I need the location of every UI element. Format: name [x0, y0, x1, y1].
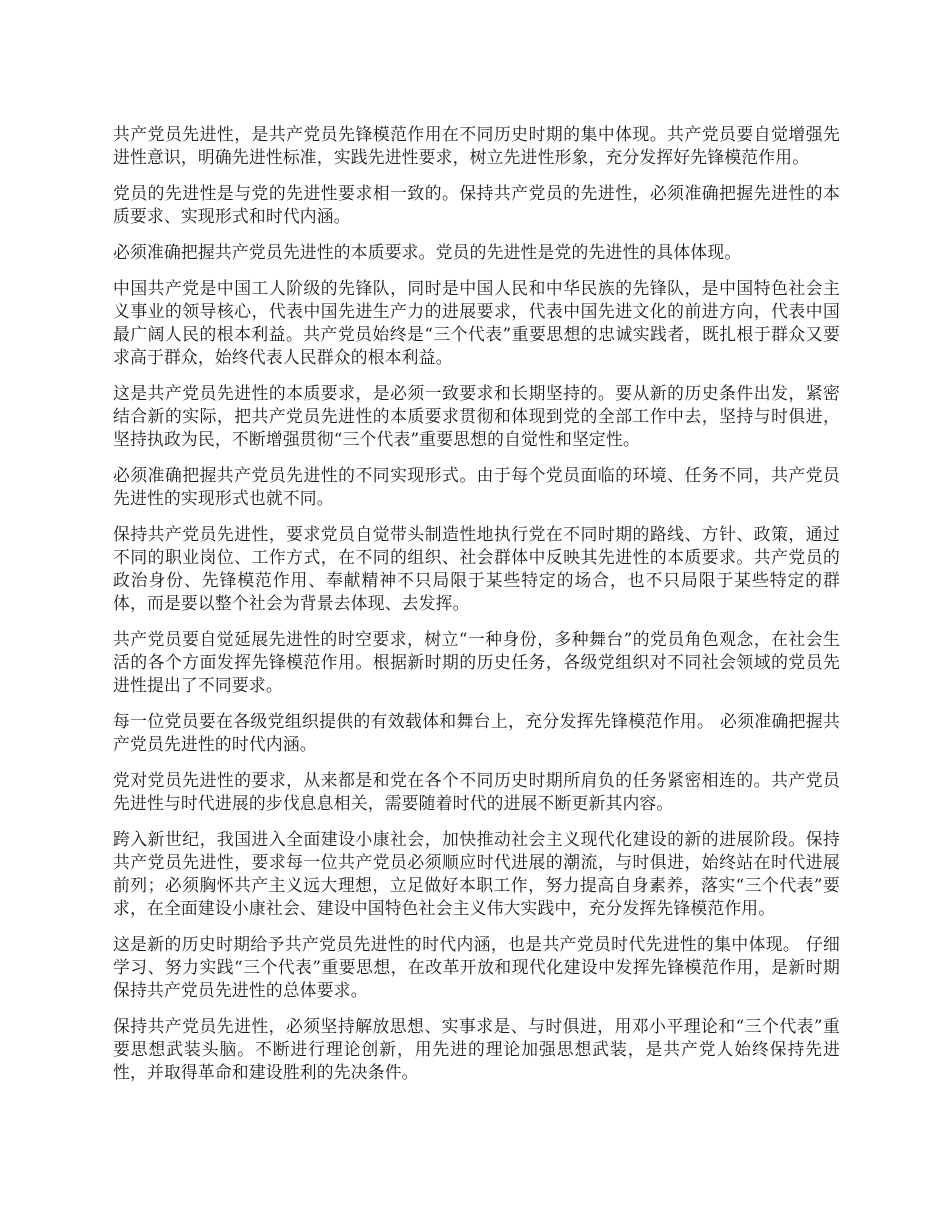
- paragraph-4: 中国共产党是中国工人阶级的先锋队，同时是中国人民和中华民族的先锋队，是中国特色社会主义事业的领导核心，代表中国先进生产力的进展要求，代表中国先进文化的前进方向，代表中国最广阔人民的根本利益。共产党员始终是“三个代表”重要思想的忠诚实践者，既扎根于群众又要求高于群众，始终代表人民群众的根本利益。: [113, 278, 840, 367]
- paragraph-10: 党对党员先进性的要求，从来都是和党在各个不同历史时期所肩负的任务紧密相连的。共产党员先进性与时代进展的步伐息息相关，需要随着时代的进展不断更新其内容。: [113, 770, 840, 813]
- paragraph-12: 这是新的历史时期给予共产党员先进性的时代内涵，也是共产党员时代先进性的集中体现。 仔细学习、努力实践“三个代表”重要思想，在改革开放和现代化建设中发挥先锋模范作用，是新时期保持共产党员先进性的总体要求。: [113, 934, 840, 1000]
- document-body: [113, 123, 840, 1097]
- paragraph-7: 保持共产党员先进性，要求党员自觉带头制造性地执行党在不同时期的路线、方针、政策，通过不同的职业岗位、工作方式，在不同的组织、社会群体中反映其先进性的本质要求。共产党员的政治身份、先锋模范作用、奉献精神不只局限于某些特定的场合，也不只局限于某些特定的群体，而是要以整个社会为背景去体现、去发挥。: [113, 524, 840, 613]
- paragraph-5: 这是共产党员先进性的本质要求，是必须一致要求和长期坚持的。要从新的历史条件出发，紧密结合新的实际，把共产党员先进性的本质要求贯彻和体现到党的全部工作中去，坚持与时俱进，坚持执政为民，不断增强贯彻“三个代表”重要思想的自觉性和坚定性。: [113, 383, 840, 449]
- paragraph-13: 保持共产党员先进性，必须坚持解放思想、实事求是、与时俱进，用邓小平理论和“三个代表”重要思想武装头脑。不断进行理论创新，用先进的理论加强思想武装，是共产党人始终保持先进性，并取得革命和建设胜利的先决条件。: [113, 1016, 840, 1082]
- paragraph-8: 共产党员要自觉延展先进性的时空要求，树立“一种身份，多种舞台”的党员角色观念，在社会生活的各个方面发挥先锋模范作用。根据新时期的历史任务，各级党组织对不同社会领域的党员先进性提出了不同要求。: [113, 629, 840, 695]
- paragraph-3: 必须准确把握共产党员先进性的本质要求。党员的先进性是党的先进性的具体体现。: [113, 242, 742, 262]
- paragraph-1: 共产党员先进性，是共产党员先锋模范作用在不同历史时期的集中体现。共产党员要自觉增强先进性意识，明确先进性标准，实践先进性要求，树立先进性形象，充分发挥好先锋模范作用。: [113, 124, 840, 167]
- paragraph-2: 党员的先进性是与党的先进性要求相一致的。保持共产党员的先进性，必须准确把握先进性的本质要求、实现形式和时代内涵。: [113, 183, 840, 226]
- paragraph-6: 必须准确把握共产党员先进性的不同实现形式。由于每个党员面临的环境、任务不同，共产党员先进性的实现形式也就不同。: [113, 465, 840, 508]
- paragraph-11: 跨入新世纪，我国进入全面建设小康社会，加快推动社会主义现代化建设的新的进展阶段。保持共产党员先进性，要求每一位共产党员必须顺应时代进展的潮流，与时俱进，始终站在时代进展前列；必须胸怀共产主义远大理想，立足做好本职工作，努力提高自身素养，落实“三个代表”要求，在全面建设小康社会、建设中国特色社会主义伟大实践中，充分发挥先锋模范作用。: [113, 829, 840, 918]
- paragraph-9: 每一位党员要在各级党组织提供的有效载体和舞台上，充分发挥先锋模范作用。 必须准确把握共产党员先进性的时代内涵。: [113, 711, 840, 754]
